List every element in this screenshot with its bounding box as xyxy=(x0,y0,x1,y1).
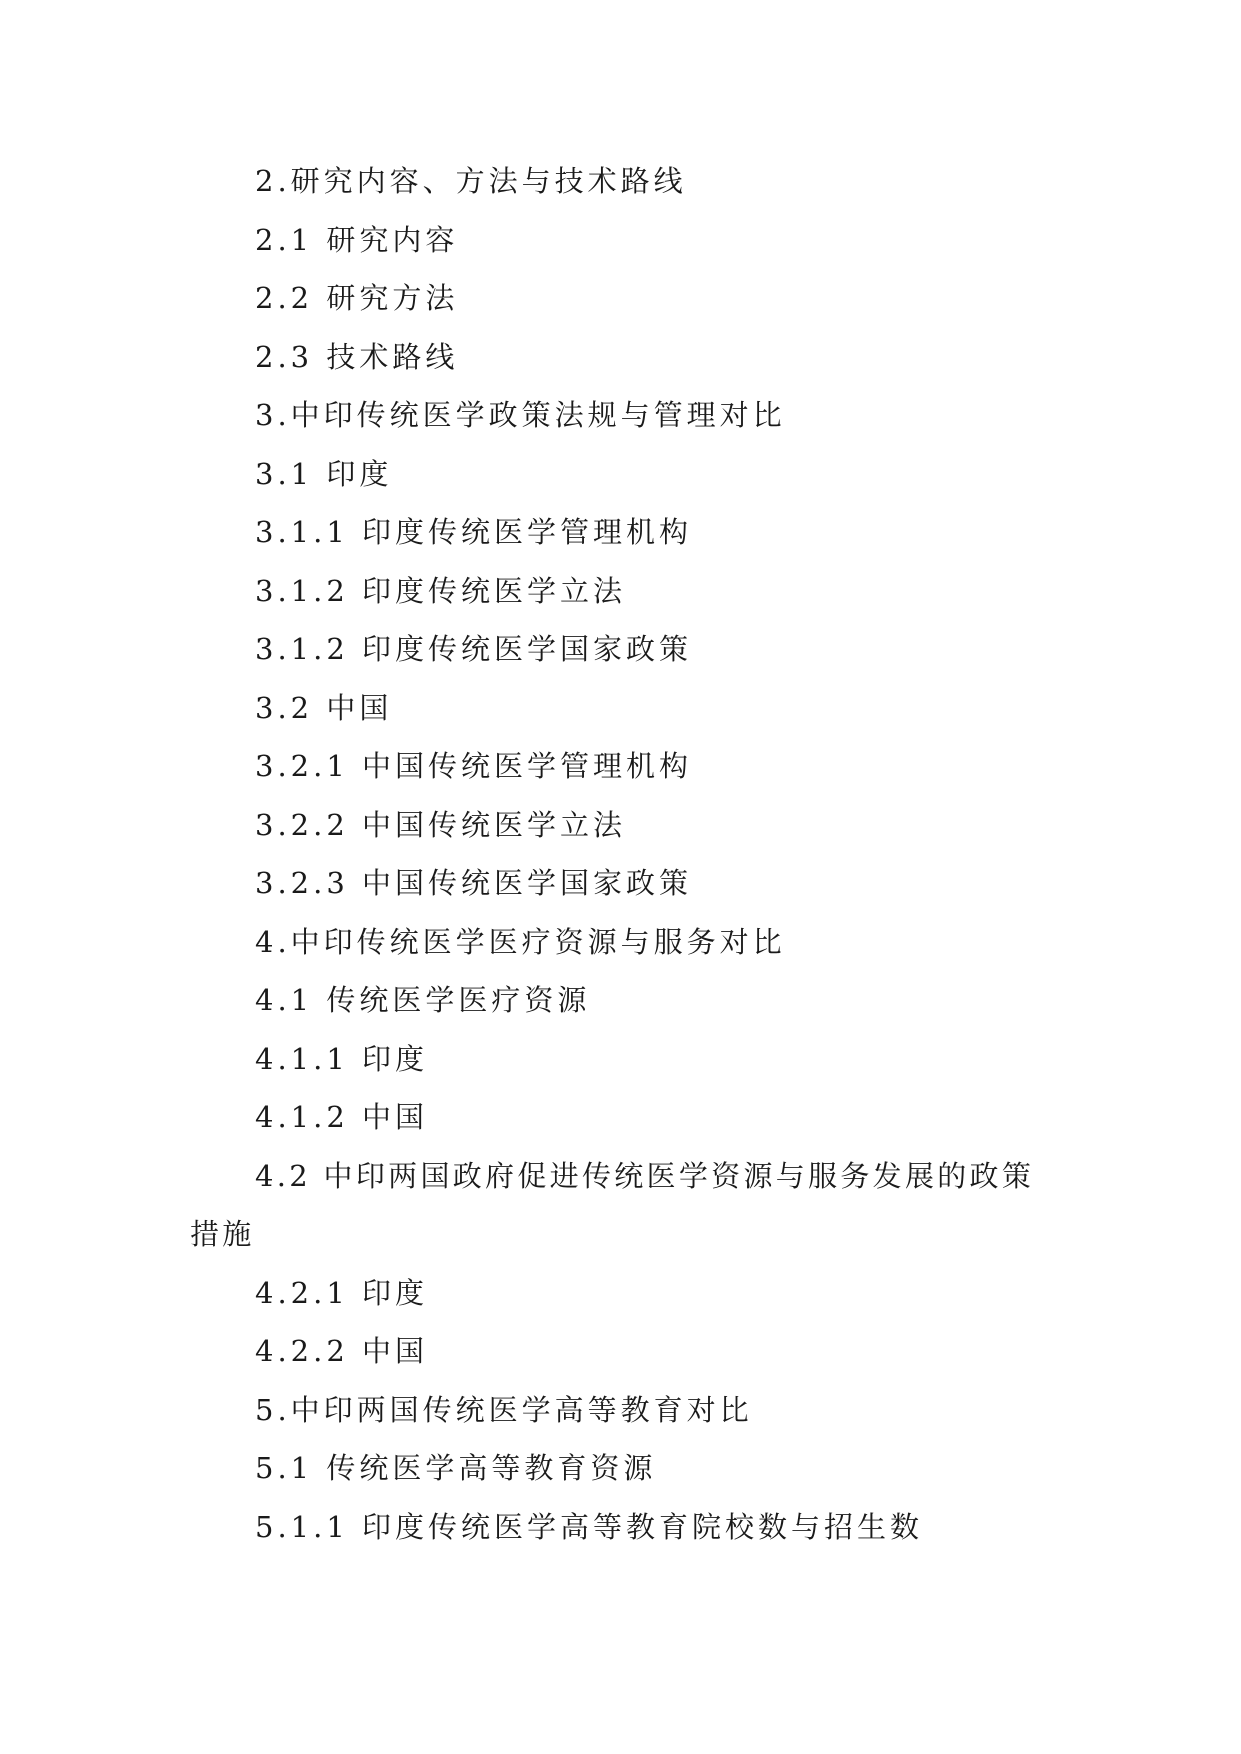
outline-item: 2.3 技术路线 xyxy=(255,339,459,374)
outline-item: 4.2 中印两国政府促进传统医学资源与服务发展的政策措施 xyxy=(190,1158,1035,1251)
outline-item: 4.中印传统医学医疗资源与服务对比 xyxy=(255,924,786,959)
outline-item: 3.2 中国 xyxy=(255,690,393,725)
outline-item: 3.1.1 印度传统医学管理机构 xyxy=(255,515,693,549)
outline-item: 4.2.1 印度 xyxy=(255,1275,429,1310)
outline-item: 4.1 传统医学医疗资源 xyxy=(255,983,591,1017)
outline-item: 4.1.1 印度 xyxy=(255,1041,429,1076)
outline-item: 3.1.2 印度传统医学立法 xyxy=(255,573,627,608)
outline-item: 4.2.2 中国 xyxy=(255,1334,429,1368)
outline-item: 3.1 印度 xyxy=(255,456,393,491)
outline-item: 2.2 研究方法 xyxy=(255,281,459,315)
outline-item: 3.中印传统医学政策法规与管理对比 xyxy=(255,398,786,432)
outline-item: 5.1 传统医学高等教育资源 xyxy=(255,1451,657,1485)
outline-item: 5.中印两国传统医学高等教育对比 xyxy=(255,1392,753,1427)
outline-item: 5.1.1 印度传统医学高等教育院校数与招生数 xyxy=(255,1509,924,1544)
outline-item: 3.2.2 中国传统医学立法 xyxy=(255,807,627,842)
outline-item: 4.1.2 中国 xyxy=(255,1100,429,1134)
outline-item: 2.研究内容、方法与技术路线 xyxy=(255,164,687,198)
outline-item: 3.2.1 中国传统医学管理机构 xyxy=(255,749,693,783)
outline-list xyxy=(190,152,1060,1556)
outline-item: 3.2.3 中国传统医学国家政策 xyxy=(255,866,693,900)
outline-item: 3.1.2 印度传统医学国家政策 xyxy=(255,632,693,666)
outline-item: 2.1 研究内容 xyxy=(255,222,459,257)
